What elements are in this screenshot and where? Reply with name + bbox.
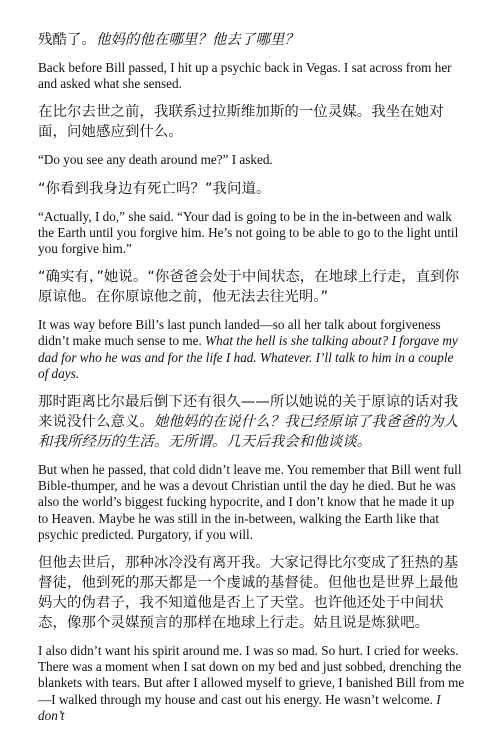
paragraph-zh xyxy=(38,179,466,199)
paragraph-zh xyxy=(38,102,466,142)
paragraph-en xyxy=(38,209,466,258)
text-span: But when he passed, that cold didn’t leave me. You remember that Bill went full Bible-thumper, and he was a devout Christian until the day he died. But he was also the world’s biggest fucking hypocrite, and I don’t know that he made it up to Heaven. Maybe he was still in the in-between, walking the Earth like that psychic predicted. Purgatory, if you will. xyxy=(38,462,462,542)
text-span: 在比尔去世之前，我联系过拉斯维加斯的一位灵媒。我坐在她对面，问她感应到什么。 xyxy=(38,104,444,141)
document-page xyxy=(38,30,466,734)
paragraph-en xyxy=(38,317,466,382)
text-span-italic: I don’t xyxy=(38,691,441,723)
text-span-italic: 他妈的他在哪里？他去了哪里？ xyxy=(95,32,299,48)
text-span: 残酷了。 xyxy=(38,32,96,48)
paragraph-zh xyxy=(38,267,466,307)
text-span: 那时距离比尔最后倒下还有很久——所以她说的关于原谅的话对我来说没什么意义。 xyxy=(38,394,459,431)
paragraph-zh xyxy=(38,392,466,452)
text-span: Back before Bill passed, I hit up a psychic back in Vegas. I sat across from her and asked what she sensed. xyxy=(38,60,452,92)
text-span: 但他去世后，那种冰冷没有离开我。大家记得比尔变成了狂热的基督徒，他到死的那天都是一个虔诚的基督徒。但他也是世界上最他妈大的伪君子，我不知道他是否上了天堂。也许他还处于中间状态，像那个灵媒预言的那样在地球上行走。姑且说是炼狱吧。 xyxy=(38,555,459,632)
paragraph-zh xyxy=(38,30,466,50)
text-span-italic: What the hell is she talking about? I forgave my dad for who he was and for the life I had. Whatever. I’ll talk to him in a couple of days. xyxy=(38,333,458,381)
text-span: I also didn’t want his spirit around me. I was so mad. So hurt. I cried for weeks. There was a moment when I sat down on my bed and just sobbed, drenching the blankets with tears. But after I allowed myself to grieve, I banished Bill from me—I walked through my house and cast out his energy. He wasn’t welcome. xyxy=(38,643,465,707)
paragraph-en xyxy=(38,60,466,92)
text-span: “你看到我身边有死亡吗？”我问道。 xyxy=(38,180,271,197)
text-span-italic: 她他妈的在说什么？我已经原谅了我爸爸的为人和我所经历的生活。无所谓。几天后我会和他谈谈。 xyxy=(38,414,459,451)
paragraph-zh xyxy=(38,553,466,633)
text-span: “Actually, I do,” she said. “Your dad is going to be in the in-between and walk the Earth until you forgive him. He’s not going to be able to go to the light until you forgive him.” xyxy=(38,208,459,257)
paragraph-en xyxy=(38,462,466,543)
text-span: “确实有，”她说。“你爸爸会处于中间状态，在地球上行走，直到你原谅他。在你原谅他之前，他无法去往光明。” xyxy=(38,269,460,306)
paragraph-en xyxy=(38,152,466,168)
text-span: “Do you see any death around me?” I asked. xyxy=(38,152,273,168)
text-span: It was way before Bill’s last punch landed—so all her talk about forgiveness didn’t make much sense to me. xyxy=(38,317,441,349)
paragraph-en xyxy=(38,643,466,724)
